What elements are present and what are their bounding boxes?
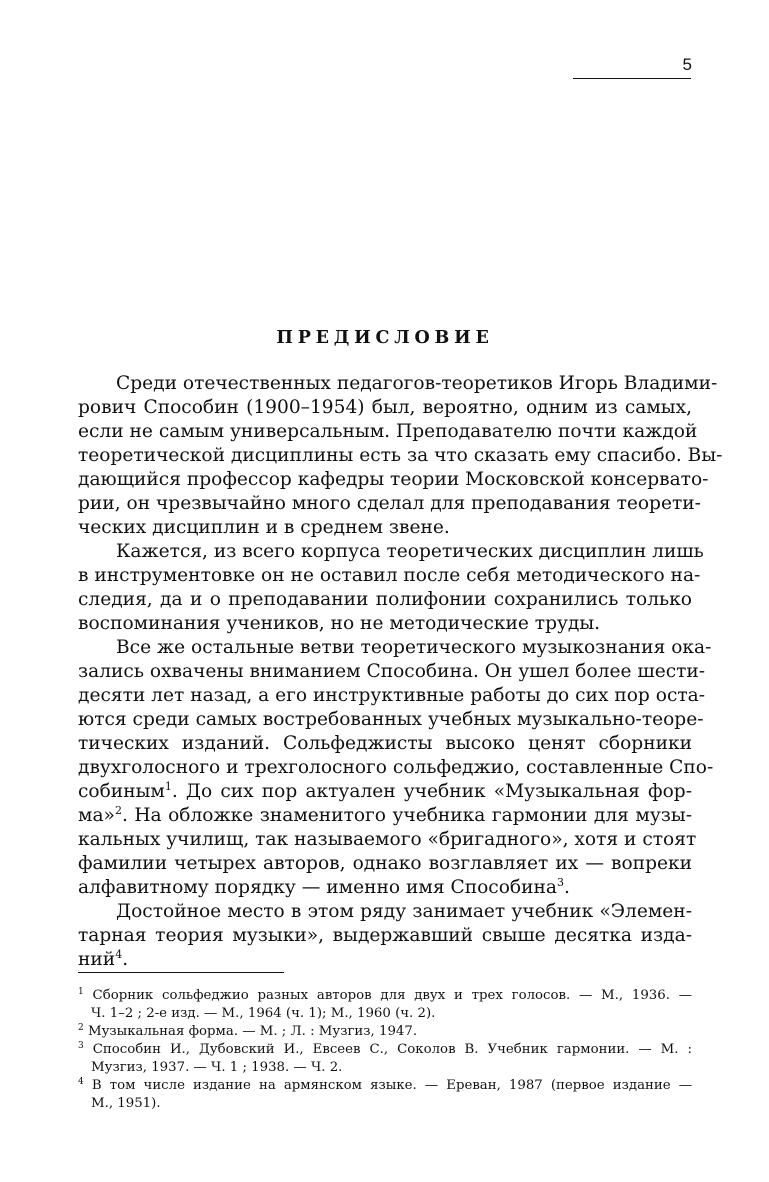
text-fragment: ма» xyxy=(78,805,115,826)
footnote xyxy=(78,987,692,1006)
footnote-ref[interactable]: 3 xyxy=(556,876,564,889)
text-line: десяти лет назад, а его инструктивные работы до сих пор оста- xyxy=(78,685,706,706)
text-fragment: собиным xyxy=(78,781,165,802)
footnote-marker: 2 xyxy=(78,1023,84,1033)
text-line: ются среди самых востребованных учебных музыкально-теоре- xyxy=(78,709,704,730)
footnote xyxy=(78,1041,692,1060)
footnote-ref[interactable]: 1 xyxy=(164,780,172,793)
footnote-text: Сборник сольфеджио разных авторов для двух и трех голосов. — М., 1936. — xyxy=(92,988,692,1003)
text-fragment: . До сих пор актуален учебник «Музыкальная фор- xyxy=(171,781,692,802)
text-fragment: алфавитному порядку — именно имя Способина xyxy=(78,877,557,898)
footnote-text: Способин И., Дубовский И., Евсеев С., Соколов В. Учебник гармонии. — М. : xyxy=(92,1042,692,1057)
footnote-line: Ч. 1–2 ; 2-е изд. — М., 1964 (ч. 1); М., 1960 (ч. 2). xyxy=(91,1006,436,1021)
text-line: Достойное место в этом ряду занимает учебник «Элемен- xyxy=(116,901,692,922)
text-line xyxy=(78,780,692,806)
text-fragment: . На обложке знаменитого учебника гармонии для музы- xyxy=(121,805,692,826)
footnote-marker: 3 xyxy=(78,1041,84,1051)
footnote-text: Музыкальная форма. — М. ; Л. : Музгиз, 1947. xyxy=(87,1024,418,1039)
text-line: Все же остальные ветви теоретического музыкознания ока- xyxy=(116,637,712,658)
footnote-ref[interactable]: 2 xyxy=(114,804,122,817)
page-title: ПРЕДИСЛОВИЕ xyxy=(276,328,494,348)
footnote-line: Музгиз, 1937. — Ч. 1 ; 1938. — Ч. 2. xyxy=(91,1060,343,1075)
footnote-rule xyxy=(78,972,284,973)
text-line: алфавитному порядку — именно имя Способина$^3$. xyxy=(78,876,570,898)
header-rule xyxy=(573,78,691,79)
text-line: Кажется, из всего корпуса теоретических дисциплин лишь xyxy=(116,541,704,562)
footnote-marker: 4 xyxy=(78,1077,84,1087)
text-line: рии, он чрезвычайно много сделал для преподавания теорети- xyxy=(78,493,701,514)
text-line: Среди отечественных педагогов-теоретиков Игорь Владими- xyxy=(116,373,718,394)
footnote-ref[interactable]: 4 xyxy=(115,948,123,961)
text-line: в инструментовке он не оставил после себя методического на- xyxy=(78,565,701,586)
footnote xyxy=(78,1077,692,1096)
text-line: теоретической дисциплины есть за что сказать ему спасибо. Вы- xyxy=(78,445,723,466)
text-line: ческих дисциплин и в среднем звене. xyxy=(78,517,450,538)
text-line: следия, да и о преподавании полифонии сохранились только xyxy=(78,589,692,610)
text-line: рович Способин (1900–1954) был, вероятно, одним из самых, xyxy=(78,397,692,418)
text-line: ний$^4$. xyxy=(78,948,129,970)
text-line: кальных училищ, так называемого «бригадного», хотя и стоят xyxy=(78,829,697,850)
text-line: если не самым универсальным. Преподавателю почти каждой xyxy=(78,421,698,442)
text-fragment: ний xyxy=(78,949,116,970)
footnote-line: М., 1951). xyxy=(91,1096,161,1111)
text-line: фамилии четырех авторов, однако возглавляет их — вопреки xyxy=(78,853,692,874)
text-line: двухголосного и трехголосного сольфеджио, составленные Спо- xyxy=(78,757,714,778)
page-number: 5 xyxy=(682,55,692,74)
text-line: дающийся профессор кафедры теории Московской консервато- xyxy=(78,469,709,490)
text-line: тических изданий. Сольфеджисты высоко ценят сборники xyxy=(78,733,692,754)
text-line: воспоминания учеников, но не методические труды. xyxy=(78,613,601,634)
footnote-marker: 1 xyxy=(78,987,84,997)
text-line xyxy=(78,804,692,830)
text-line: тарная теория музыки», выдержавший свыше десятка изда- xyxy=(78,925,692,946)
text-line: зались охвачены вниманием Способина. Он ушел более шести- xyxy=(78,661,706,682)
footnote xyxy=(78,1023,692,1042)
footnote-text: В том числе издание на армянском языке. — Ереван, 1987 (первое издание — xyxy=(91,1078,692,1093)
